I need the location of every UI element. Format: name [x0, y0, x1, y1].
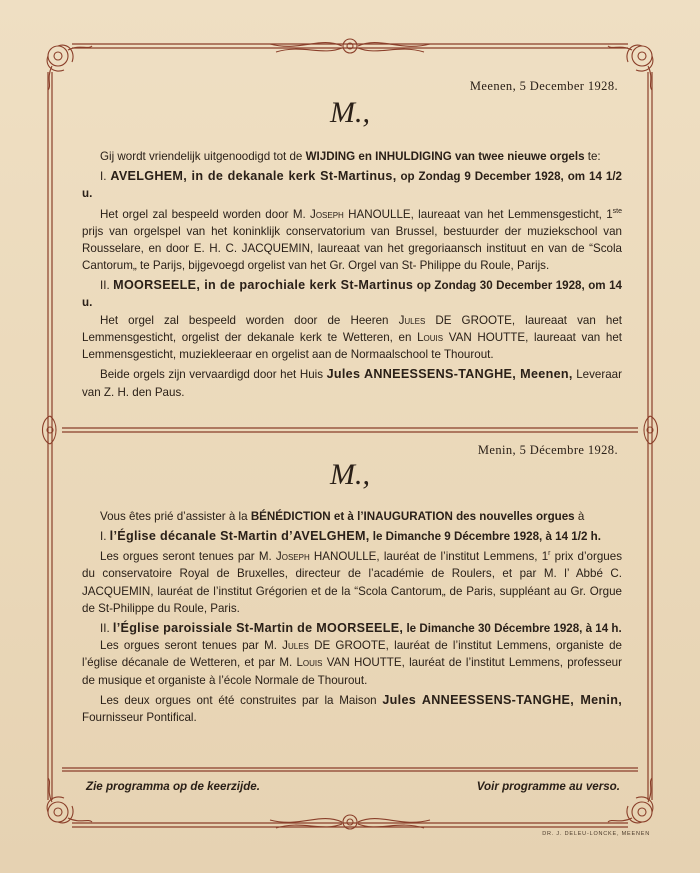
french-closing [82, 692, 622, 726]
dutch-intro [82, 148, 622, 165]
corner-ornament-top-left [47, 45, 92, 90]
dutch-closing [82, 366, 622, 400]
french-intro-text: Vous êtes prié d’assister à la [100, 510, 251, 523]
dutch-item-2-place: MOORSEELE, in de parochiale kerk St-Martinus [113, 278, 414, 293]
french-item-1-text-a: Les orgues seront tenues par M. [100, 550, 276, 564]
french-item-1-heading [82, 528, 622, 545]
french-closing-b: Fournisseur Pontifical. [82, 711, 197, 725]
organist-name-vanhoutte-fr: Louis VAN HOUTTE [296, 656, 402, 670]
dutch-dateline: Meenen, 5 December 1928. [469, 79, 618, 93]
french-item-1-place: l’Église décanale St-Martin d’AVELGHEM, [109, 529, 370, 544]
french-intro [82, 508, 622, 525]
dutch-closing-a: Beide orgels zijn vervaardigd door het Huis [100, 368, 327, 382]
french-intro-end: à [574, 510, 585, 523]
french-ordinal-sup: r [548, 550, 551, 558]
dutch-item-2-number: II. [100, 279, 114, 293]
dutch-item-2-heading [82, 277, 622, 311]
french-item-2-heading [82, 620, 622, 637]
french-item-1-number: I. [100, 530, 110, 544]
dutch-item-1-text-b: , laureaat van het Lemmensgesticht, 1 [410, 207, 613, 221]
dutch-item-1-text [82, 203, 622, 275]
french-salutation: M., [330, 458, 370, 491]
dutch-item-2-text-b: , laureaat van het Lemmensgesticht, orgelist der dekanale kerk te Wetteren, en [82, 313, 623, 344]
french-item-1-text-c: prix d’orgues du conservatoire Royal de Bruxelles, directeur de l’académie de Roulers, et par M. l’ Abbé C. JACQUEMIN, lauréat de l’institut Grégorien et de la “Scola Cantorum„ de Paris, suppléant au Gr. Orgue de St-Philippe du Roule, Paris. [82, 550, 623, 615]
dutch-closing-b: Leveraar van Z. H. den Paus. [82, 368, 622, 399]
dutch-item-1-place: AVELGHEM, in de dekanale kerk St-Martinus, [110, 169, 397, 184]
organist-name-hanoulle-nl: Joseph HANOULLE [310, 207, 411, 221]
french-intro-bold: BÉNÉDICTION et à l’INAUGURATION des nouvelles orgues [250, 510, 575, 523]
french-item-2-place: l’Église paroissiale St-Martin de MOORSEELE, [112, 621, 404, 636]
dutch-maker-name: Jules ANNEESSENS-TANGHE, Meenen, [326, 367, 573, 382]
dutch-intro-end: te: [584, 150, 601, 163]
footer-dutch-note: Zie programma op de keerzijde. [86, 780, 260, 793]
french-item-2-date: le Dimanche 30 Décembre 1928, à 14 h. [403, 622, 622, 636]
dutch-intro-text: Gij wordt vriendelijk uitgenoodigd tot de [100, 150, 306, 163]
dutch-item-2-text-c: , laureaat van het Lemmensgesticht, muziekleeraar en orgelist aan de Normaalschool te Thourout. [82, 330, 623, 362]
french-item-2-text [82, 637, 622, 689]
french-item-1-date: le Dimanche 9 Décembre 1928, à 14 1/2 h. [369, 530, 601, 544]
french-item-2-number: II. [100, 622, 113, 636]
dutch-intro-bold: WIJDING en INHULDIGING van twee nieuwe orgels [305, 150, 585, 163]
top-center-ornament [270, 39, 430, 53]
dutch-item-2-text-a: Het orgel zal bespeeld worden door de Heeren [100, 313, 399, 327]
dutch-salutation: M., [330, 96, 370, 129]
dutch-body [82, 148, 622, 401]
dutch-item-1-date: op Zondag 9 December 1928, om 14 1/2 u. [82, 170, 622, 201]
french-dateline: Menin, 5 Décembre 1928. [477, 443, 618, 457]
organist-name-vanhoutte-nl: Louis VAN HOUTTE [417, 330, 526, 344]
organist-name-hanoulle-fr: Joseph HANOULLE [275, 550, 377, 564]
french-item-2-text-a: Les orgues seront tenues par M. [100, 639, 283, 653]
organist-name-degroote-fr: Jules DE GROOTE [282, 639, 386, 653]
french-closing-a: Les deux orgues ont été construites par la Maison [100, 693, 383, 707]
side-ornament-right [644, 416, 658, 444]
organist-name-degroote-nl: Jules DE GROOTE [398, 313, 512, 327]
french-item-2-text-c: , lauréat de l’institut Lemmens, professeur de musique et organiste à l’école Normale de Thourout. [82, 656, 622, 687]
dutch-item-1-number: I. [100, 170, 111, 184]
footer-french-note: Voir programme au verso. [476, 780, 620, 793]
french-item-1-text [82, 545, 622, 617]
french-item-2-text-b: , lauréat de l’institut Lemmens, organiste de l’église décanale de Wetteren, et par M. [82, 639, 622, 670]
dutch-item-1-text-a: Het orgel zal bespeeld worden door M. [100, 207, 311, 221]
dutch-item-1-text-c: prijs van orgelspel van het koninklijk conservatorium van Brussel, bestuurder der muziekschool van Rousselare, en door E. H. C. JACQUEMIN, laureaat van het gregoriaansch instituut en van de “Scola Cantorum„ te Parijs, bijgevoegd orgelist van het Gr. Orgel van St- Philippe du Roule, Parijs. [82, 224, 622, 273]
dutch-item-2-date: op Zondag 30 December 1928, om 14 u. [82, 279, 622, 310]
side-ornament-left [43, 416, 57, 444]
french-body [82, 508, 622, 726]
french-item-1-text-b: , lauréat de l’institut Lemmens, 1 [376, 550, 549, 564]
dutch-item-2-text [82, 312, 622, 364]
printer-imprint: DR. J. DELEU-LONCKE, MEENEN [542, 831, 650, 837]
dutch-item-1-heading [82, 168, 622, 202]
dutch-ordinal-sup: ste [612, 207, 623, 215]
french-maker-name: Jules ANNEESSENS-TANGHE, Menin, [382, 692, 622, 707]
